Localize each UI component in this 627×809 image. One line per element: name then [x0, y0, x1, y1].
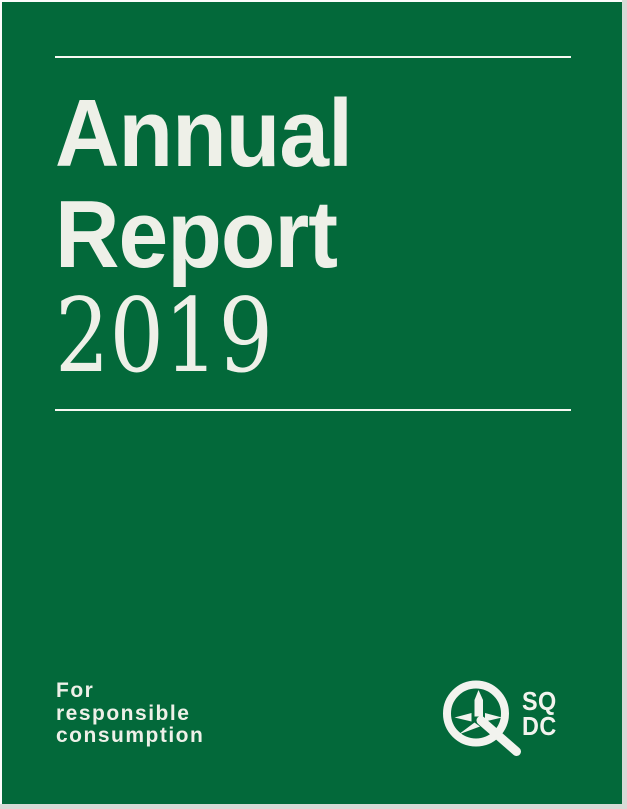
bottom-divider-line — [55, 409, 571, 411]
title-year: 2019 — [55, 277, 274, 396]
report-cover-page — [2, 2, 622, 804]
top-divider-line — [55, 56, 571, 58]
logo-wordmark-line-1: SQ — [522, 686, 557, 716]
logo-wordmark-line-2: DC — [522, 711, 557, 742]
title-line-report: Report — [55, 181, 338, 288]
logo-wordmark — [522, 686, 557, 742]
tagline — [56, 680, 204, 748]
title-line-annual: Annual — [55, 80, 352, 187]
page-edge-right — [622, 0, 627, 809]
page-edge-bottom — [0, 804, 622, 809]
leaf-vertical-shoot — [475, 690, 484, 717]
leaf-left-leaflet — [455, 713, 472, 722]
tagline-line-2: responsible — [56, 701, 191, 725]
leaf-lower-left-leaflet — [459, 723, 481, 735]
tagline-line-3: consumption — [56, 724, 205, 748]
tagline-line-1: For — [56, 679, 95, 702]
leaf-right-leaflet — [485, 713, 502, 722]
magnifier-cannabis-leaf-icon — [440, 676, 524, 760]
